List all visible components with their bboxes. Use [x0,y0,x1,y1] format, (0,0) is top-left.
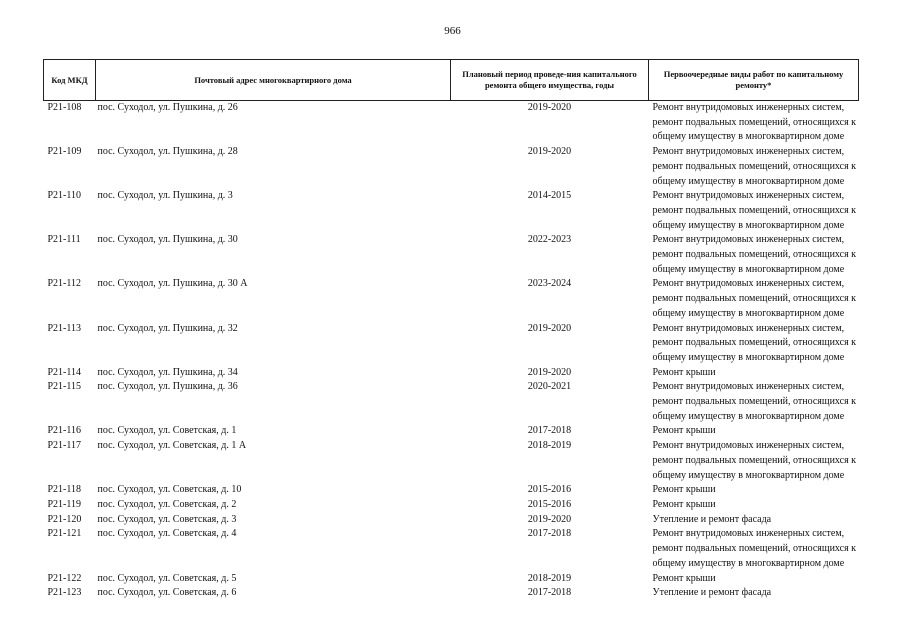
cell-address: пос. Суходол, ул. Советская, д. 6 [97,587,237,599]
cell-works [649,233,859,277]
cell-address: пос. Суходол, ул. Пушкина, д. 34 [97,366,238,378]
cell-works [649,145,859,189]
cell-address: пос. Суходол, ул. Пушкина, д. 26 [97,102,238,113]
table-row [44,513,859,528]
cell-code: Р21-119 [47,498,82,510]
works-line: ремонт подвальных помещений, относящихся к [652,249,857,261]
cell-address: пос. Суходол, ул. Пушкина, д. 30 А [97,278,248,290]
cell-works [649,366,859,381]
page-number: 966 [444,25,461,37]
header-row [44,60,859,101]
cell-works [649,483,859,498]
works-line: ремонт подвальных помещений, относящихся к [652,204,857,216]
works-line: Ремонт внутридомовых инженерных систем, [652,278,845,290]
cell-code: Р21-118 [47,484,82,496]
table-row [44,233,859,277]
cell-period: 2019-2020 [527,513,572,525]
works-line: общему имуществу в многоквартирном доме [652,307,845,319]
cell-address: пос. Суходол, ул. Советская, д. 2 [97,498,237,510]
cell-period: 2019-2020 [527,102,572,113]
table-row [44,277,859,321]
cell-period: 2019-2020 [527,366,572,378]
works-line: Ремонт крыши [652,498,716,510]
cell-code: Р21-117 [47,440,82,452]
table-row [44,572,859,587]
table-header [44,60,859,101]
cell-works [649,586,859,601]
cell-address: пос. Суходол, ул. Советская, д. 1 [97,425,237,437]
cell-works [649,424,859,439]
cell-works [649,527,859,571]
cell-period: 2018-2019 [527,440,572,452]
works-line: ремонт подвальных помещений, относящихся к [652,337,857,349]
works-line: общему имуществу в многоквартирном доме [652,219,845,231]
cell-address: пос. Суходол, ул. Пушкина, д. 3 [97,190,233,202]
works-line: ремонт подвальных помещений, относящихся к [652,293,857,305]
cell-address: пос. Суходол, ул. Советская, д. 10 [97,484,242,496]
header-works: Первоочередные виды работ по капитальному ремонту* [649,60,859,101]
cell-address: пос. Суходол, ул. Советская, д. 4 [97,528,237,540]
works-line: ремонт подвальных помещений, относящихся к [652,543,857,555]
cell-works [649,513,859,528]
table-row [44,586,859,601]
works-line: Ремонт крыши [652,425,716,437]
works-line: ремонт подвальных помещений, относящихся к [652,454,857,466]
cell-period: 2018-2019 [527,572,572,584]
cell-address: пос. Суходол, ул. Пушкина, д. 30 [97,234,238,246]
works-line: ремонт подвальных помещений, относящихся к [652,160,857,172]
cell-code: Р21-109 [47,146,82,158]
table-row [44,498,859,513]
cell-period: 2023-2024 [527,278,572,290]
header-period: Плановый период проведе-ния капитального ремонта общего имущества, годы [451,60,649,101]
works-line: Ремонт внутридомовых инженерных систем, [652,190,845,202]
header-code: Код МКД [44,60,96,101]
capital-repair-table-container [43,59,858,601]
table-body [44,101,859,601]
cell-works [649,498,859,513]
cell-address: пос. Суходол, ул. Советская, д. 1 А [97,440,247,452]
cell-code: Р21-121 [47,528,82,540]
cell-code: Р21-114 [47,366,82,378]
table-row [44,424,859,439]
works-line: Ремонт крыши [652,366,716,378]
works-line: ремонт подвальных помещений, относящихся к [652,116,857,128]
works-line: Ремонт внутридомовых инженерных систем, [652,381,845,393]
cell-period: 2014-2015 [527,190,572,202]
works-line: общему имуществу в многоквартирном доме [652,469,845,481]
works-line: общему имуществу в многоквартирном доме [652,410,845,422]
works-line: Ремонт внутридомовых инженерных систем, [652,440,845,452]
cell-code: Р21-123 [47,587,82,599]
works-line: общему имуществу в многоквартирном доме [652,175,845,187]
works-line: общему имуществу в многоквартирном доме [652,131,845,143]
cell-code: Р21-115 [47,381,82,393]
cell-code: Р21-108 [47,102,82,113]
cell-code: Р21-111 [47,234,81,246]
cell-address: пос. Суходол, ул. Советская, д. 5 [97,572,237,584]
table-row [44,322,859,366]
cell-code: Р21-112 [47,278,82,290]
cell-works [649,439,859,483]
cell-address: пос. Суходол, ул. Советская, д. 3 [97,513,237,525]
cell-period: 2017-2018 [527,587,572,599]
cell-code: Р21-113 [47,322,82,334]
works-line: ремонт подвальных помещений, относящихся к [652,396,857,408]
works-line: Утепление и ремонт фасада [652,513,772,525]
cell-code: Р21-110 [47,190,82,202]
cell-period: 2015-2016 [527,484,572,496]
table-row [44,101,859,146]
cell-period: 2017-2018 [527,425,572,437]
works-line: Ремонт внутридомовых инженерных систем, [652,234,845,246]
cell-period: 2017-2018 [527,528,572,540]
works-line: общему имуществу в многоквартирном доме [652,351,845,363]
cell-period: 2019-2020 [527,322,572,334]
cell-address: пос. Суходол, ул. Пушкина, д. 32 [97,322,238,334]
table-row [44,145,859,189]
works-line: Утепление и ремонт фасада [652,587,772,599]
table-row [44,366,859,381]
cell-period: 2019-2020 [527,146,572,158]
cell-code: Р21-116 [47,425,82,437]
cell-address: пос. Суходол, ул. Пушкина, д. 28 [97,146,238,158]
cell-period: 2020-2021 [527,381,572,393]
cell-works [649,277,859,321]
works-line: общему имуществу в многоквартирном доме [652,263,845,275]
header-address: Почтовый адрес многоквартирного дома [96,60,451,101]
table-row [44,483,859,498]
capital-repair-table [43,59,859,601]
cell-works [649,101,859,146]
works-line: Ремонт крыши [652,572,716,584]
cell-works [649,189,859,233]
cell-code: Р21-120 [47,513,82,525]
works-line: Ремонт внутридомовых инженерных систем, [652,102,845,113]
cell-period: 2015-2016 [527,498,572,510]
works-line: Ремонт внутридомовых инженерных систем, [652,146,845,158]
table-row [44,527,859,571]
table-row [44,189,859,233]
cell-works [649,380,859,424]
cell-works [649,322,859,366]
works-line: Ремонт внутридомовых инженерных систем, [652,528,845,540]
works-line: общему имуществу в многоквартирном доме [652,557,845,569]
works-line: Ремонт внутридомовых инженерных систем, [652,322,845,334]
cell-code: Р21-122 [47,572,82,584]
table-row [44,439,859,483]
works-line: Ремонт крыши [652,484,716,496]
cell-period: 2022-2023 [527,234,572,246]
cell-works [649,572,859,587]
table-row [44,380,859,424]
cell-address: пос. Суходол, ул. Пушкина, д. 36 [97,381,238,393]
